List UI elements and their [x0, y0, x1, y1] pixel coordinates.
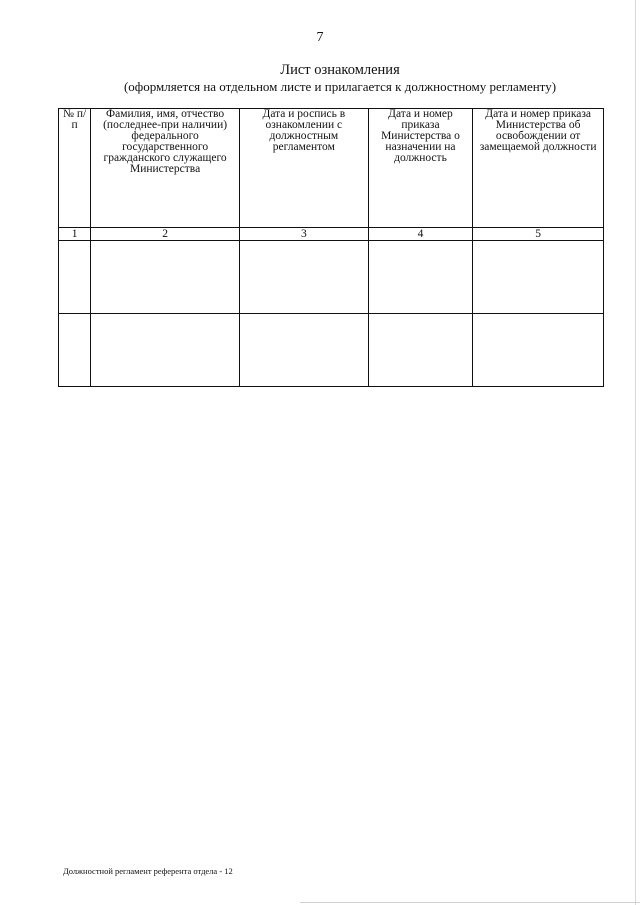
- table-cell: [59, 241, 91, 314]
- column-number-cell: 3: [239, 228, 368, 241]
- header-cell-full-name: Фамилия, имя, отчество (последнее-при наличии) федерального государственного гражданского служащего Министерства: [91, 109, 240, 228]
- table-cell: [91, 314, 240, 387]
- page-subtitle: (оформляется на отдельном листе и прилагается к должностному регламенту): [123, 79, 557, 94]
- table-cell: [239, 241, 368, 314]
- header-cell-signature-date: Дата и роспись в ознакомлении с должностным регламентом: [239, 109, 368, 228]
- table-header-row: [59, 109, 604, 228]
- page-title: Лист ознакомления: [280, 62, 400, 78]
- column-number-cell: 4: [368, 228, 473, 241]
- table-cell: [59, 314, 91, 387]
- page-edge-bottom: [300, 902, 640, 903]
- column-number-row: [59, 228, 604, 241]
- table-cell: [91, 241, 240, 314]
- column-number-cell: 2: [91, 228, 240, 241]
- footer-text: Должностной регламент референта отдела - 12: [63, 866, 233, 876]
- table-cell: [473, 241, 604, 314]
- table-row: [59, 241, 604, 314]
- table-cell: [473, 314, 604, 387]
- acknowledgement-table: [58, 108, 604, 387]
- header-cell-appointment-order: Дата и номер приказа Министерства о назначении на должность: [368, 109, 473, 228]
- column-number-cell: 1: [59, 228, 91, 241]
- page-edge-right: [635, 0, 636, 905]
- header-cell-number: № п/п: [59, 109, 91, 228]
- header-cell-dismissal-order: Дата и номер приказа Министерства об освобождении от замещаемой должности: [473, 109, 604, 228]
- page-number: 7: [316, 30, 324, 45]
- table-row: [59, 314, 604, 387]
- table-cell: [368, 314, 473, 387]
- column-number-cell: 5: [473, 228, 604, 241]
- table-cell: [368, 241, 473, 314]
- table-cell: [239, 314, 368, 387]
